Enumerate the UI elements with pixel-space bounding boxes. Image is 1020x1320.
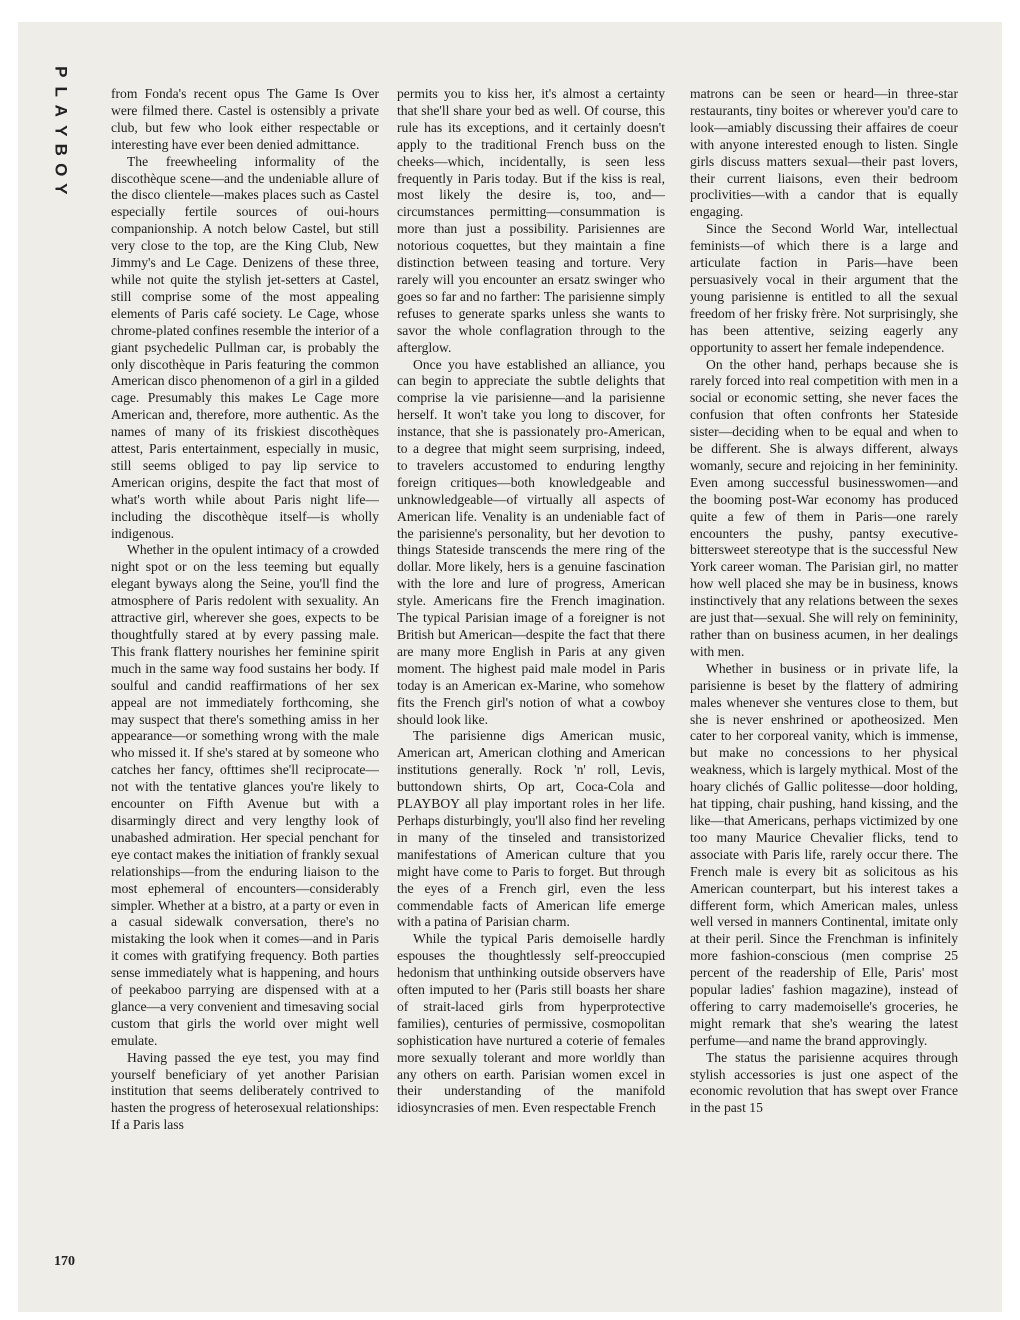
article-paragraph: Since the Second World War, intellectual feminists—of which there is a large and articulate faction in Paris—have been persuasively vocal in their argument that the young parisienne is entitled to all the sexual freedom of her frisky frère. Not surprisingly, she has been attentive, seizing eagerly any opportunity to assert her female independence.	[690, 221, 958, 355]
article-paragraph: The freewheeling informality of the discothèque scene—and the undeniable allure of the disco clientele—makes places such as Castel especially fertile sources of oui-hours companionship. A notch below Castel, but still very close to the top, are the King Club, New Jimmy's and Le Cage. Denizens of these three, while not quite the stylish jet-setters at Castel, still comprise some of the most appealing elements of Paris café society. Le Cage, whose chrome-plated confines resemble the interior of a giant psychedelic Pullman car, is probably the only discothèque in Paris featuring the common American disco phenomenon of a girl in a gilded cage. Presumably this makes Le Cage more American and, therefore, more authentic. As the names of many of its friskiest discothèques attest, Paris entertainment, especially in music, still seems obliged to pay lip service to American origins, despite the fact that most of what's worth while about Paris night life—including the discothèque itself—is wholly indigenous.	[111, 153, 379, 541]
masthead-letter: L	[50, 86, 70, 97]
article-paragraph: The status the parisienne acquires through stylish accessories is just one aspect of the economic revolution that has swept over France in the past 15	[690, 1049, 958, 1116]
article-paragraph: Once you have established an alliance, you can begin to appreciate the subtle delights that comprise la vie parisienne—and la parisienne herself. It won't take you long to discover, for instance, that she is passionately pro-American, to a degree that might seem surprising, indeed, to travelers accustomed to enduring lengthy foreign critiques—both knowledgeable and unknowledgeable—of virtually all aspects of American life. Venality is an undeniable fact of the parisienne's personality, but her devotion to things Stateside transcends the mere ring of the dollar. More likely, hers is a genuine fascination with the lore and lure of progress, American style. Americans fire the French imagination. The typical Parisian image of a foreigner is not British but American—despite the fact that there are many more English in Paris at any given moment. The highest paid male model in Paris today is an American ex-Marine, who somehow fits the French girl's notion of what a cowboy should look like.	[397, 356, 665, 727]
masthead-letter: A	[50, 104, 70, 117]
article-column-3	[690, 86, 958, 1266]
masthead-letter: Y	[50, 183, 70, 195]
masthead-letter: Y	[50, 124, 70, 136]
article-paragraph: Having passed the eye test, you may find yourself beneficiary of yet another Parisian institution that seems deliberately contrived to hasten the progress of heterosexual relationships: If a Paris lass	[111, 1049, 379, 1133]
magazine-masthead	[50, 62, 70, 199]
article-paragraph: Whether in business or in private life, la parisienne is beset by the flattery of admiring males whenever she ventures close to them, but she is never enshrined or apotheosized. Men cater to her corporeal vanity, which is immense, but make no concessions to her physical weakness, which is largely mythical. Most of the hoary clichés of Gallic politesse—door holding, hat tipping, chair pushing, hand kissing, and the like—that Americans, perhaps victimized by one too many Maurice Chevalier flicks, tend to associate with Paris life, rarely occur there. The French male is every bit as solicitous as his American counterpart, but his interest takes a different form, which American males, unless well versed in manners Continental, imitate only at their peril. Since the Frenchman is infinitely more fashion-conscious (men comprise 25 percent of the readership of Elle, Paris' most popular ladies' fashion magazine), instead of offering to carry mademoiselle's groceries, he might remark that she's wearing the latest perfume—and name the brand approvingly.	[690, 660, 958, 1048]
masthead-letter: O	[50, 162, 70, 176]
article-paragraph: from Fonda's recent opus The Game Is Over were filmed there. Castel is ostensibly a private club, but few who look either respectable or interesting have ever been denied admittance.	[111, 86, 379, 152]
article-paragraph: The parisienne digs American music, American art, American clothing and American institutions generally. Rock 'n' roll, Levis, buttondown shirts, Op art, Coca-Cola and PLAYBOY all play important roles in her life. Perhaps disturbingly, you'll also find her reveling in many of the tinseled and transistorized manifestations of American culture that you might have come to Paris to forget. But through the eyes of a French girl, even the less commendable facts of American life emerge with a patina of Parisian charm.	[397, 728, 665, 930]
article-paragraph: Whether in the opulent intimacy of a crowded night spot or on the less teeming but equally elegant byways along the Seine, you'll find the atmosphere of Paris redolent with sexuality. An attractive girl, wherever she goes, expects to be thoughtfully stared at by every passing male. This frank flattery nourishes her feminine spirit much in the same way food sustains her body. If soulful and candid reaffirmations of her sex appeal are not immediately forthcoming, she may suspect that there's something amiss in her appearance—or something wrong with the male who missed it. If she's stared at by someone who catches her fancy, ofttimes she'll reciprocate—not with the tentative glances you're likely to encounter on Fifth Avenue but with a disarmingly direct and very lengthy look of unabashed admiration. Her special penchant for eye contact makes the initiation of frankly sexual relationships—from the enduring liaison to the most ephemeral of encounters—considerably simpler. Whether at a bistro, at a party or even in a casual sidewalk conversation, there's no mistaking the look when it comes—and in Paris it comes with gratifying frequency. Both parties sense immediately what is happening, and hours of peekaboo parrying are dispensed with at a glance—a very convenient and timesaving social custom that girls the world over might well emulate.	[111, 542, 379, 1048]
masthead-letter: B	[50, 143, 70, 156]
page-number: 170	[54, 1254, 75, 1269]
article-paragraph: permits you to kiss her, it's almost a certainty that she'll share your bed as well. Of course, this rule has its exceptions, and it certainly doesn't apply to the traditional French buss on the cheeks—which, incidentally, is seen less frequently in Paris today. But if the kiss is real, most likely the desire is, too, and—circumstances permitting—consummation is more than just a possibility. Parisiennes are notorious coquettes, but they maintain a fine distinction between teasing and torture. Very rarely will you encounter an ersatz swinger who goes so far and no farther: The parisienne simply refuses to generate sparks unless she wants to savor the whole conflagration through to the afterglow.	[397, 86, 665, 355]
masthead-letter: P	[50, 66, 70, 78]
article-column-2	[397, 86, 665, 1266]
article-paragraph: On the other hand, perhaps because she is rarely forced into real competition with men in a social or economic setting, she never faces the confusion that often confronts her Stateside sister—deciding when to be equal and when to be different. She is always different, always womanly, secure and rejoicing in her femininity. Even among successful businesswomen—and the booming post-War economy has produced quite a few of them in Paris—one rarely encounters the pushy, pantsy executive-bittersweet stereotype that is the successful New York career woman. The Parisian girl, no matter how well placed she may be in business, knows instinctively that any relations between the sexes are just that—sexual. She will rely on femininity, rather than on business acumen, in her dealings with men.	[690, 356, 958, 659]
article-column-1	[111, 86, 379, 1266]
article-paragraph: While the typical Paris demoiselle hardly espouses the thoughtlessly self-preoccupied hedonism that unthinking outside observers have often imputed to her (Paris still boasts her share of strait-laced girls from hyperprotective families), centuries of permissive, cosmopolitan sophistication have nurtured a coterie of females more sexually tolerant and more worldly than any others on earth. Parisian women excel in their understanding of the manifold idiosyncrasies of men. Even respectable French	[397, 931, 665, 1116]
magazine-page	[18, 22, 1002, 1312]
article-paragraph: matrons can be seen or heard—in three-star restaurants, tiny boites or wherever you'd care to look—amiably discussing their affaires de coeur with anyone interested enough to listen. Single girls discuss matters sexual—their past lovers, their current liaisons, even their bedroom proclivities—with a candor that is equally engaging.	[690, 86, 958, 220]
